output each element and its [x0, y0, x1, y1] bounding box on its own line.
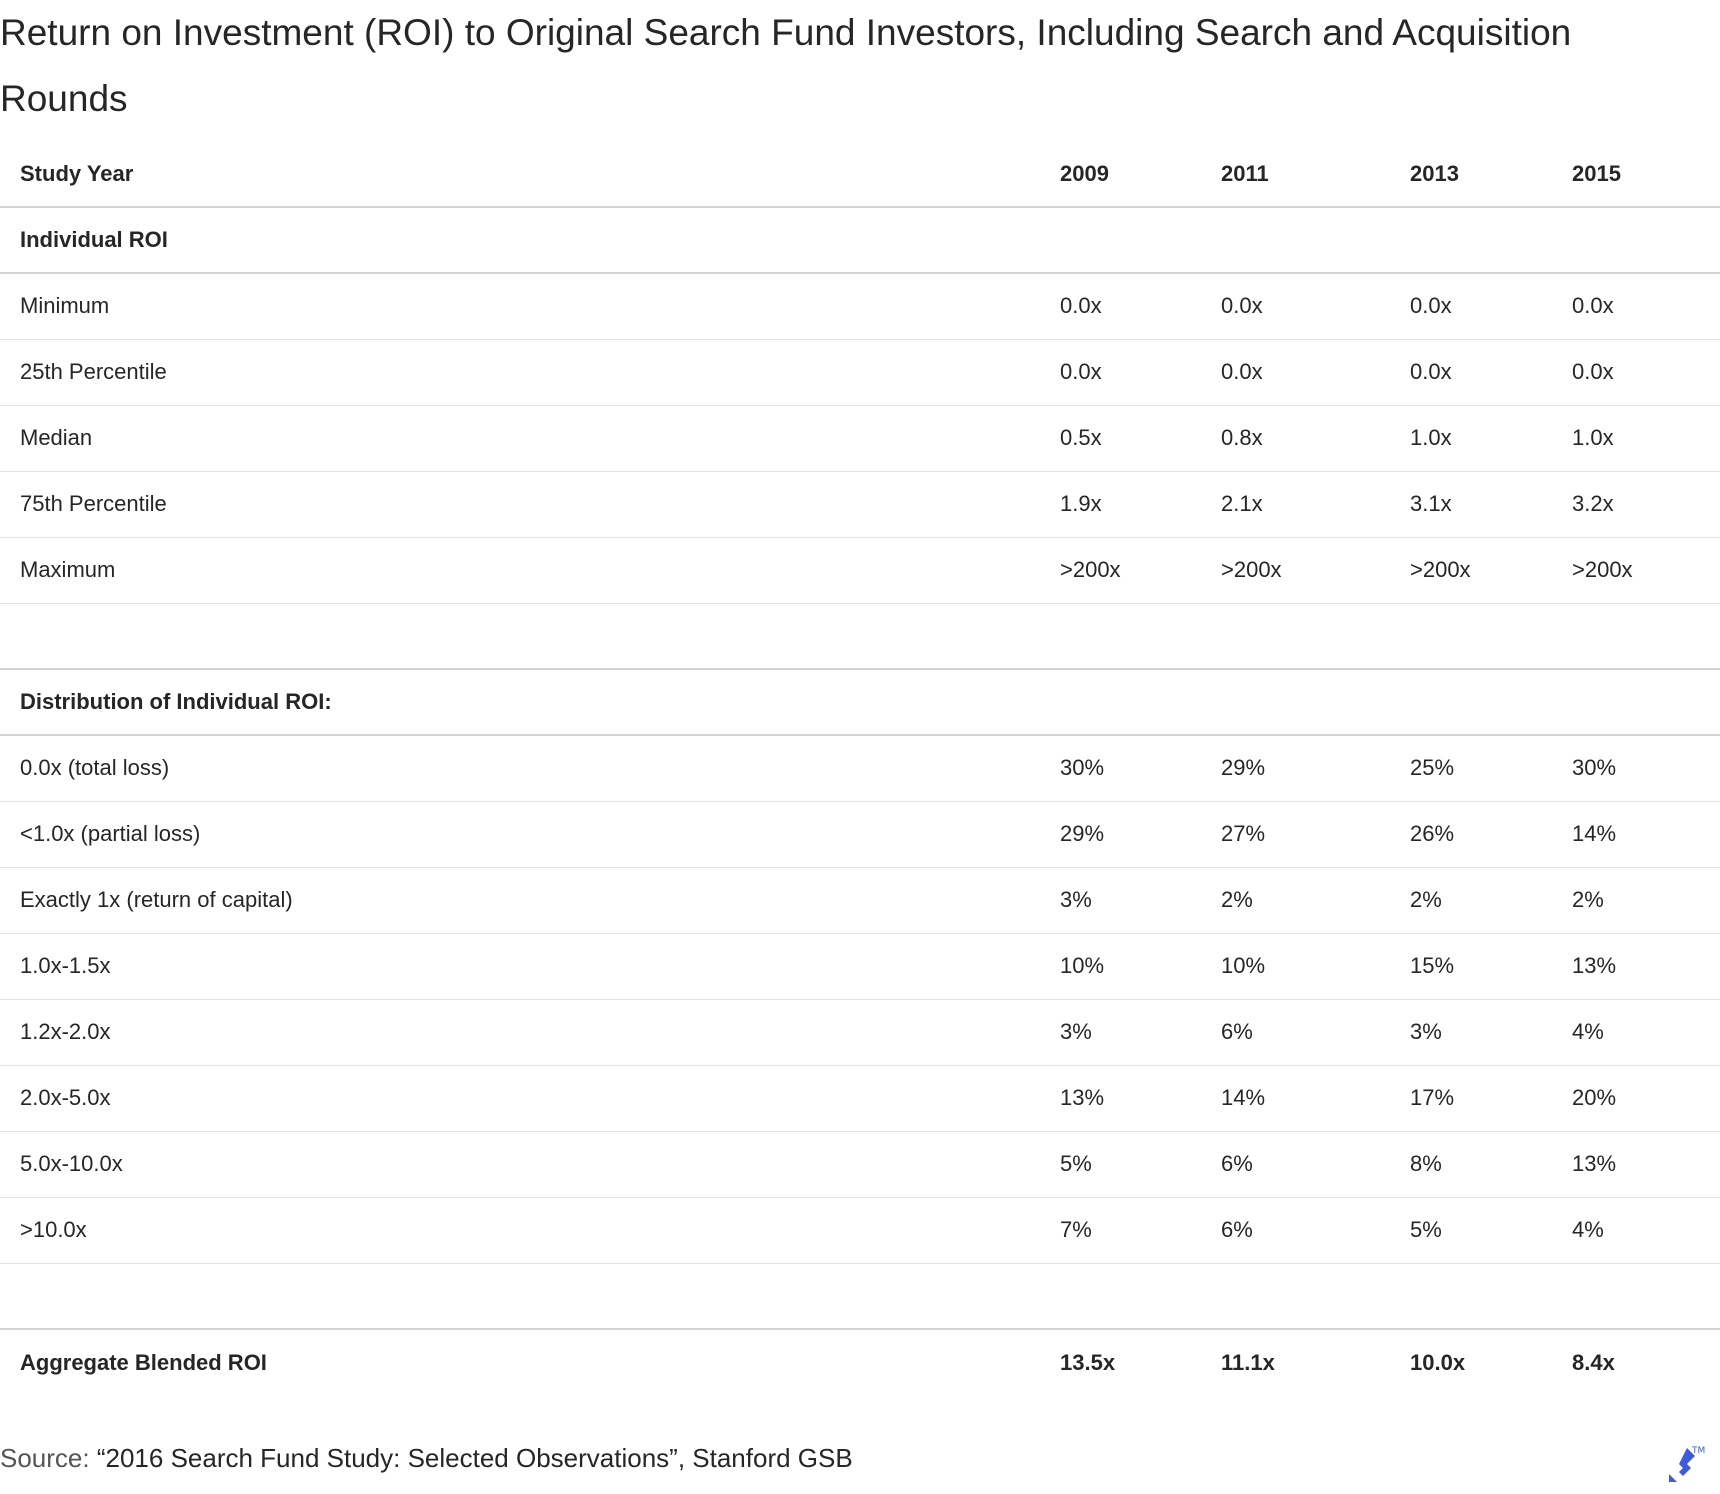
row-label: 2.0x-5.0x [0, 1065, 1060, 1131]
total-cell: 13.5x [1060, 1349, 1116, 1375]
table-cell: 8% [1410, 1131, 1572, 1197]
table-cell: 2% [1572, 867, 1720, 933]
table-cell: 1.9x [1060, 471, 1221, 537]
spacer-row [0, 603, 1720, 669]
section-heading-row [0, 669, 1720, 735]
section-heading-row [0, 207, 1720, 273]
header-year: 2013 [1410, 141, 1572, 207]
total-cell: 8.4x [1572, 1349, 1615, 1375]
table-row [0, 273, 1720, 339]
row-label: >10.0x [0, 1197, 1060, 1263]
header-year: 2011 [1221, 141, 1410, 207]
table-cell: 3.2x [1572, 471, 1720, 537]
table-cell: 0.0x [1060, 339, 1221, 405]
table-cell: 0.0x [1060, 273, 1221, 339]
table-row [0, 735, 1720, 801]
table-cell: 2% [1410, 867, 1572, 933]
table-cell: 6% [1221, 1131, 1410, 1197]
table-cell: 10% [1221, 933, 1410, 999]
table-cell: 2% [1221, 867, 1410, 933]
row-label: 75th Percentile [0, 471, 1060, 537]
table-cell: 0.8x [1221, 405, 1410, 471]
table-row [0, 537, 1720, 603]
table-cell: 17% [1410, 1065, 1572, 1131]
table-cell: 29% [1060, 801, 1221, 867]
row-label: Minimum [0, 273, 1060, 339]
table-cell: 14% [1572, 801, 1720, 867]
table-row [0, 801, 1720, 867]
table-cell: 0.0x [1572, 273, 1720, 339]
row-label: Maximum [0, 537, 1060, 603]
table-cell: 7% [1060, 1197, 1221, 1263]
header-row [0, 141, 1720, 207]
table-cell: 25% [1410, 735, 1572, 801]
table-cell: 20% [1572, 1065, 1720, 1131]
source-prefix: Source: [0, 1443, 90, 1473]
row-label: <1.0x (partial loss) [0, 801, 1060, 867]
spacer-row [0, 1263, 1720, 1329]
table-row [0, 999, 1720, 1065]
table-cell: >200x [1221, 537, 1410, 603]
section-heading: Individual ROI [0, 207, 1060, 273]
roi-table [0, 141, 1720, 1395]
table-cell: 4% [1572, 1197, 1720, 1263]
table-cell: 6% [1221, 1197, 1410, 1263]
table-cell: 0.0x [1221, 273, 1410, 339]
source-text: “2016 Search Fund Study: Selected Observations”, Stanford GSB [96, 1443, 853, 1473]
table-cell: 1.0x [1410, 405, 1572, 471]
table-cell: 15% [1410, 933, 1572, 999]
trademark-mark: TM [1692, 1446, 1705, 1456]
row-label: 25th Percentile [0, 339, 1060, 405]
total-cell: 11.1x [1221, 1349, 1275, 1375]
table-row [0, 405, 1720, 471]
table-cell: 5% [1060, 1131, 1221, 1197]
table-cell: 1.0x [1572, 405, 1720, 471]
table-cell: 3.1x [1410, 471, 1572, 537]
table-cell: 26% [1410, 801, 1572, 867]
table-cell: 4% [1572, 999, 1720, 1065]
section-heading: Distribution of Individual ROI: [0, 669, 1060, 735]
table-cell: 2.1x [1221, 471, 1410, 537]
table-row [0, 1197, 1720, 1263]
table-cell: 3% [1060, 999, 1221, 1065]
row-label: 0.0x (total loss) [0, 735, 1060, 801]
table-cell: >200x [1410, 537, 1572, 603]
total-cell: 10.0x [1410, 1349, 1466, 1375]
table-cell: 3% [1410, 999, 1572, 1065]
table-cell: 13% [1572, 933, 1720, 999]
table-cell: 0.5x [1060, 405, 1221, 471]
row-label: 5.0x-10.0x [0, 1131, 1060, 1197]
header-year: 2009 [1060, 141, 1221, 207]
table-cell: 13% [1572, 1131, 1720, 1197]
table-row [0, 1131, 1720, 1197]
total-row [0, 1329, 1720, 1395]
table-cell: 10% [1060, 933, 1221, 999]
table-cell: 27% [1221, 801, 1410, 867]
total-label: Aggregate Blended ROI [20, 1349, 267, 1375]
row-label: Median [0, 405, 1060, 471]
table-cell: 0.0x [1221, 339, 1410, 405]
table-row [0, 867, 1720, 933]
table-cell: 0.0x [1410, 339, 1572, 405]
table-cell: 6% [1221, 999, 1410, 1065]
table-cell: 5% [1410, 1197, 1572, 1263]
source-note [0, 1438, 853, 1478]
table-cell: 0.0x [1572, 339, 1720, 405]
table-cell: >200x [1060, 537, 1221, 603]
table-cell: 3% [1060, 867, 1221, 933]
row-label: Exactly 1x (return of capital) [0, 867, 1060, 933]
header-label: Study Year [0, 141, 1060, 207]
header-year: 2015 [1572, 141, 1720, 207]
table-cell: 29% [1221, 735, 1410, 801]
table-cell: 30% [1572, 735, 1720, 801]
chart-title: Return on Investment (ROI) to Original Search Fund Investors, Including Search and Acquisition Rounds [0, 12, 1572, 119]
table-row [0, 471, 1720, 537]
toptal-logo-icon [1665, 1444, 1705, 1488]
table-row [0, 339, 1720, 405]
table-cell: 30% [1060, 735, 1221, 801]
table-cell: 14% [1221, 1065, 1410, 1131]
table-row [0, 933, 1720, 999]
row-label: 1.2x-2.0x [0, 999, 1060, 1065]
row-label: 1.0x-1.5x [0, 933, 1060, 999]
table-cell: 13% [1060, 1065, 1221, 1131]
table-cell: 0.0x [1410, 273, 1572, 339]
table-cell: >200x [1572, 537, 1720, 603]
table-row [0, 1065, 1720, 1131]
